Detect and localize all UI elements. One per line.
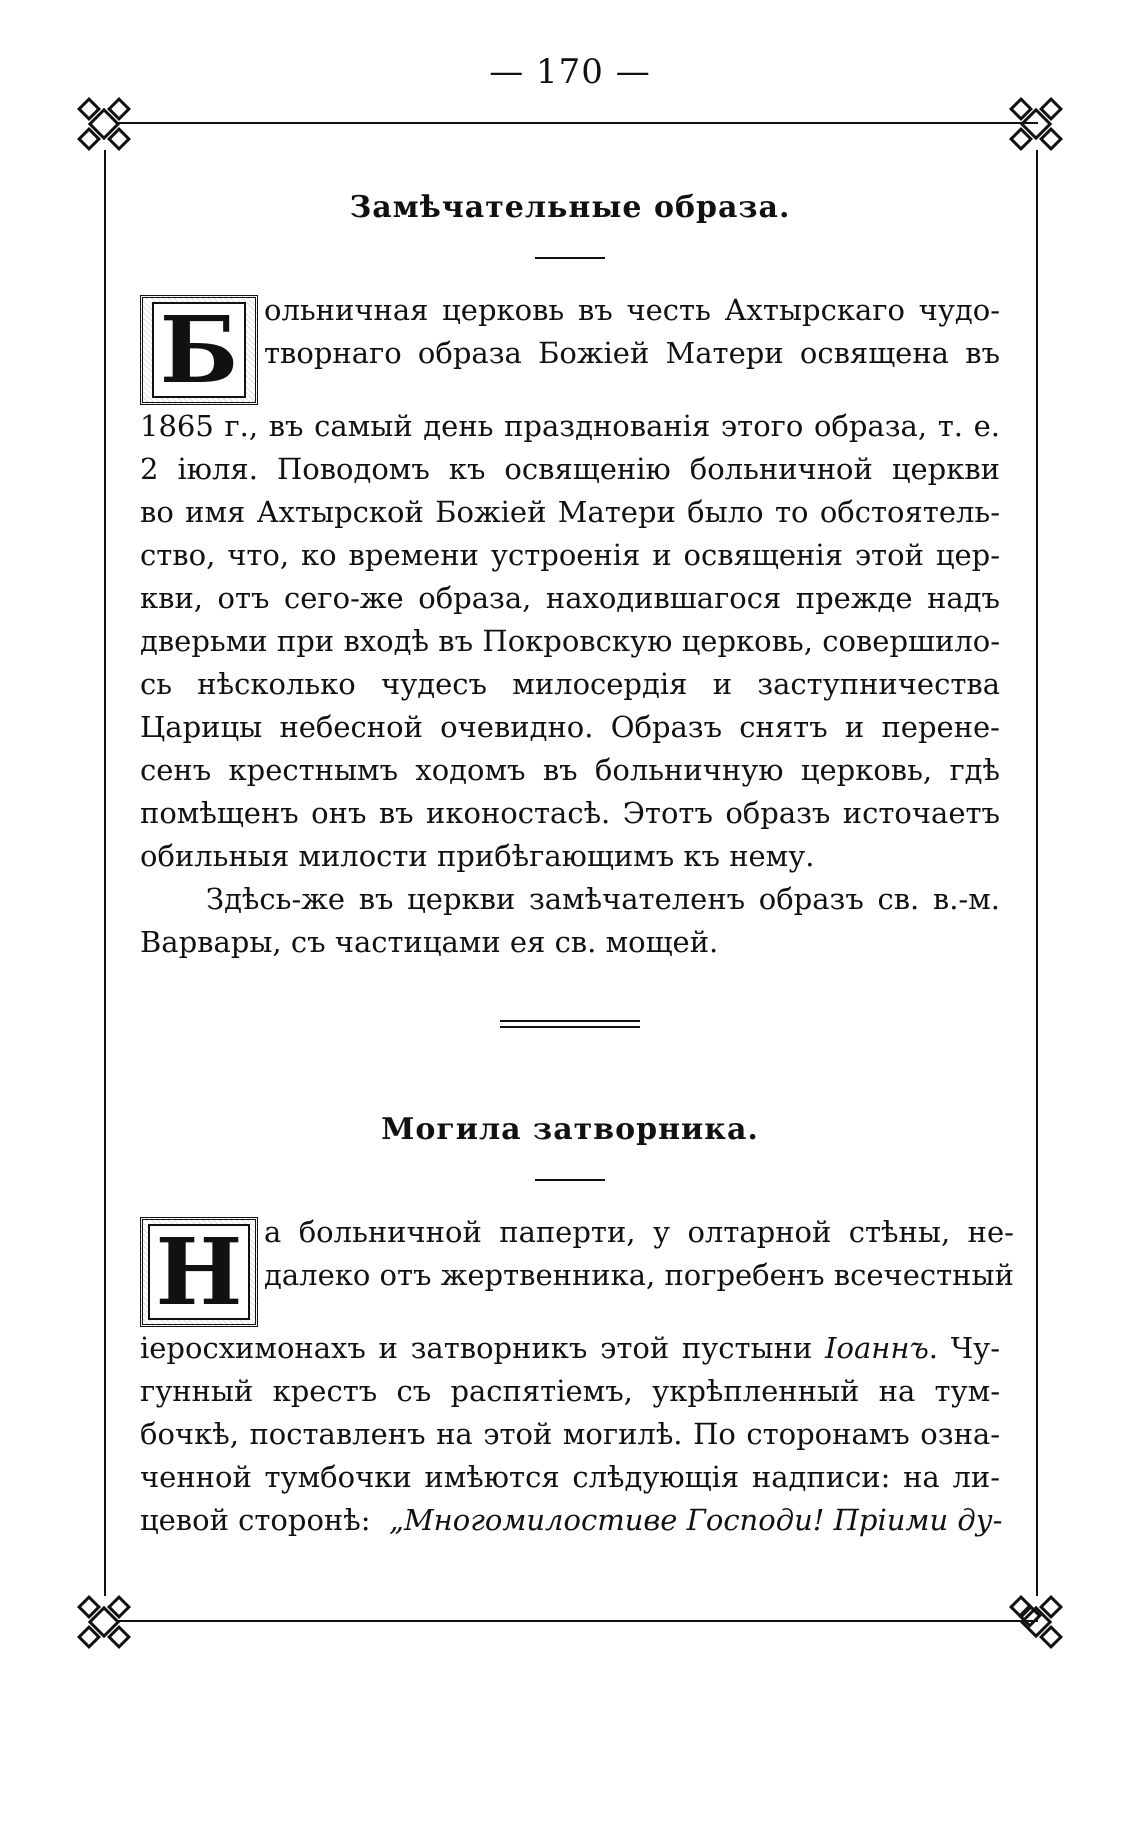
text-line: 1865 г., въ самый день празднованія этого образа, т. е. [140, 409, 1000, 443]
section-1-paragraph-1 [140, 289, 1000, 878]
section-1-paragraph-2 [140, 878, 1000, 964]
text-line: іеросхимонахъ и затворникъ этой пустыни Іоаннъ. Чу- [140, 1331, 1001, 1365]
text-line: во имя Ахтырской Божіей Матери было то обстоятель- [140, 495, 1000, 529]
text-line: ченной тумбочки имѣются слѣдующія надписи: на ли- [140, 1460, 1000, 1494]
frame-right-line [1036, 150, 1038, 1596]
dropcap-n: Н [140, 1217, 258, 1327]
text-line: помѣщенъ онъ въ иконостасѣ. Этотъ образъ источаетъ [140, 796, 1000, 830]
text-line: дверьми при входѣ въ Покровскую церковь, совершило- [140, 624, 1000, 658]
name-ioann: Іоаннъ [825, 1331, 929, 1365]
section-2-title: Могила затворника. [381, 1112, 759, 1147]
text-line: ольничная церковь въ честь Ахтырскаго чудо- [264, 293, 1000, 327]
section-1-title: Замѣчательные образа. [349, 190, 791, 225]
text-line: 2 іюля. Поводомъ къ освященію больничной церкви [140, 452, 1000, 486]
inscription-start: „Многомилостиве Господи! Пріими ду- [388, 1503, 1003, 1537]
text-line: бочкѣ, поставленъ на этой могилѣ. По сторонамъ озна- [140, 1417, 1000, 1451]
frame-bottom-line [118, 1620, 1038, 1622]
page-content [140, 190, 1014, 1542]
text-line: обильныя милости прибѣгающимъ къ нему. [140, 839, 815, 873]
text-line: далеко отъ жертвенника, погребенъ всечестный [264, 1258, 1014, 1292]
text-line: Здѣсь-же въ церкви замѣчателенъ образъ св. в.-м. [206, 882, 1000, 916]
text-line: сенъ крестнымъ ходомъ въ больничную церковь, гдѣ [140, 753, 1000, 787]
text-line: кви, отъ сего-же образа, находившагося прежде надъ [140, 581, 1000, 615]
ornament-bottom-right-icon [1004, 1590, 1068, 1654]
ornament-bottom-left-icon [72, 1590, 136, 1654]
section-divider [500, 1020, 640, 1028]
frame-top-line [118, 122, 1038, 124]
section-2-paragraph-1 [140, 1211, 1014, 1542]
section-1-rule [535, 257, 605, 259]
text-line: творнаго образа Божіей Матери освящена въ [264, 336, 1000, 370]
frame-left-line [104, 150, 106, 1596]
dropcap-b: Б [140, 295, 258, 405]
ornament-top-right-icon [1004, 92, 1068, 156]
ornament-top-left-icon [72, 92, 136, 156]
text-line: ство, что, ко времени устроенія и освященія этой цер- [140, 538, 1000, 572]
text-line: цевой сторонѣ: „Многомилостиве Господи! Пріими ду- [140, 1503, 1003, 1537]
text-line: сь нѣсколько чудесъ милосердія и заступничества [140, 667, 1000, 701]
text-line: Царицы небесной очевидно. Образъ снятъ и перене- [140, 710, 1000, 744]
text-line: а больничной паперти, у олтарной стѣны, не- [264, 1215, 1014, 1249]
section-2-rule [535, 1179, 605, 1181]
text-line: Варвары, съ частицами ея св. мощей. [140, 925, 719, 959]
page-number: — 170 — [489, 52, 651, 92]
text-line: гунный крестъ съ распятіемъ, укрѣпленный на тум- [140, 1374, 1000, 1408]
